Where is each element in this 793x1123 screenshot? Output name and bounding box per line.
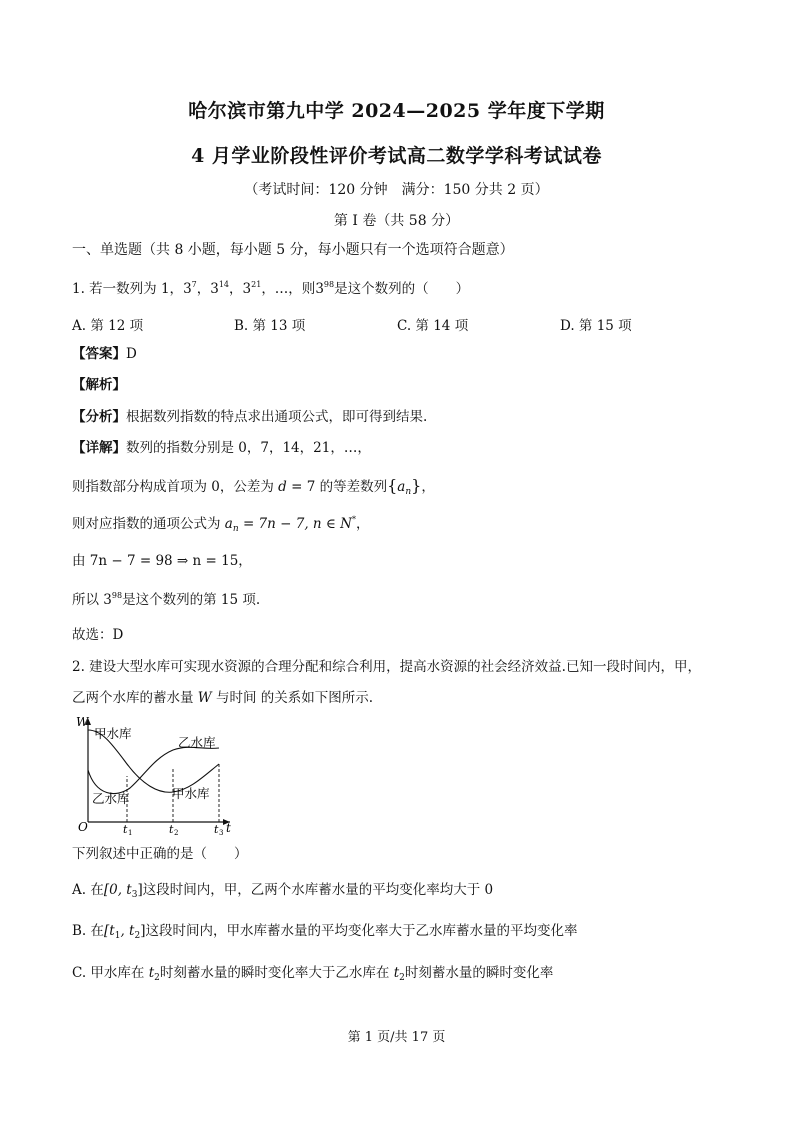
q2-question: 下列叙述中正确的是（ ）	[72, 846, 248, 862]
q1-analysis-label: 【解析】	[72, 377, 126, 393]
t1-label: t	[123, 823, 128, 836]
t1-subscript: 1	[128, 829, 133, 836]
q1-answer: 【答案】D	[72, 346, 137, 362]
q1-conclusion: 故选：D	[72, 627, 124, 643]
t2-label: t	[169, 823, 174, 836]
exam-title-line1: 哈尔滨市第九中学 2024—2025 学年度下学期	[188, 100, 605, 122]
volume-heading: 第 I 卷（共 58 分）	[333, 213, 460, 229]
page-footer: 第 1 页/共 17 页	[347, 1030, 446, 1045]
section-heading: 一、单选题（共 8 小题，每小题 5 分，每小题只有一个选项符合题意）	[72, 242, 514, 258]
yi-label-top: 乙水库	[178, 735, 216, 750]
w-axis-label: W	[76, 715, 89, 729]
q1-stem: 1. 若一数列为 1，$3^7$，$3^{14}$，$3^{21}$，…，则$3^{98}$是这个数列的（ ）	[72, 280, 470, 297]
jia-label-bottom: 甲水库	[172, 786, 210, 801]
q1-option-c: C. 第 14 项	[397, 318, 469, 334]
q1-solution-line3: 由 7n − 7 = 98 ⇒ n = 15，	[72, 553, 252, 569]
q2-option-c: C. 甲水库在 $t_2$时刻蓄水量的瞬时变化率大于乙水库在 $t_2$时刻蓄水量的瞬时变化率	[72, 965, 554, 983]
t3-label: t	[214, 823, 219, 836]
q2-stem-line2: 乙两个水库的蓄水量 W 与时间 的关系如下图所示.	[72, 690, 374, 706]
q1-fenxi: 【分析】根据数列指数的特点求出通项公式，即可得到结果.	[72, 409, 428, 425]
t2-subscript: 2	[174, 829, 179, 836]
yi-label-bottom: 乙水库	[92, 791, 130, 806]
q1-xiangjie: 【详解】数列的指数分别是 0，7，14，21，…，	[72, 440, 371, 456]
t-axis-label: t	[226, 821, 231, 835]
q1-option-b: B. 第 13 项	[234, 318, 306, 334]
q1-solution-line4: 所以 $3^{98}$是这个数列的第 15 项.	[72, 591, 261, 608]
q1-option-a: A. 第 12 项	[72, 318, 144, 334]
q2-option-a: A. 在[0, $t_3$]这段时间内，甲，乙两个水库蓄水量的平均变化率均大于 0	[72, 882, 494, 900]
q2-stem-line1: 2. 建设大型水库可实现水资源的合理分配和综合利用，提高水资源的社会经济效益.已知一段时间内，甲，	[72, 659, 701, 675]
exam-info: （考试时间：120 分钟 满分：150 分共 2 页）	[244, 182, 549, 198]
q1-solution-line1: 则指数部分构成首项为 0，公差为 d = 7 的等差数列$\{a_n\}$，	[72, 476, 435, 497]
q1-solution-line2: 则对应指数的通项公式为 $a_n = 7n - 7$, n ∈ N*，	[72, 515, 370, 534]
q1-option-d: D. 第 15 项	[560, 318, 632, 334]
origin-label: O	[78, 820, 88, 834]
jia-label-top: 甲水库	[94, 726, 132, 741]
t3-subscript: 3	[219, 829, 224, 836]
reservoir-graph	[72, 714, 242, 836]
exam-title-line2: 4 月学业阶段性评价考试高二数学学科考试试卷	[191, 145, 602, 167]
q2-option-b: B. 在[$t_1$, $t_2$]这段时间内，甲水库蓄水量的平均变化率大于乙水库蓄水量的平均变化率	[72, 923, 578, 941]
